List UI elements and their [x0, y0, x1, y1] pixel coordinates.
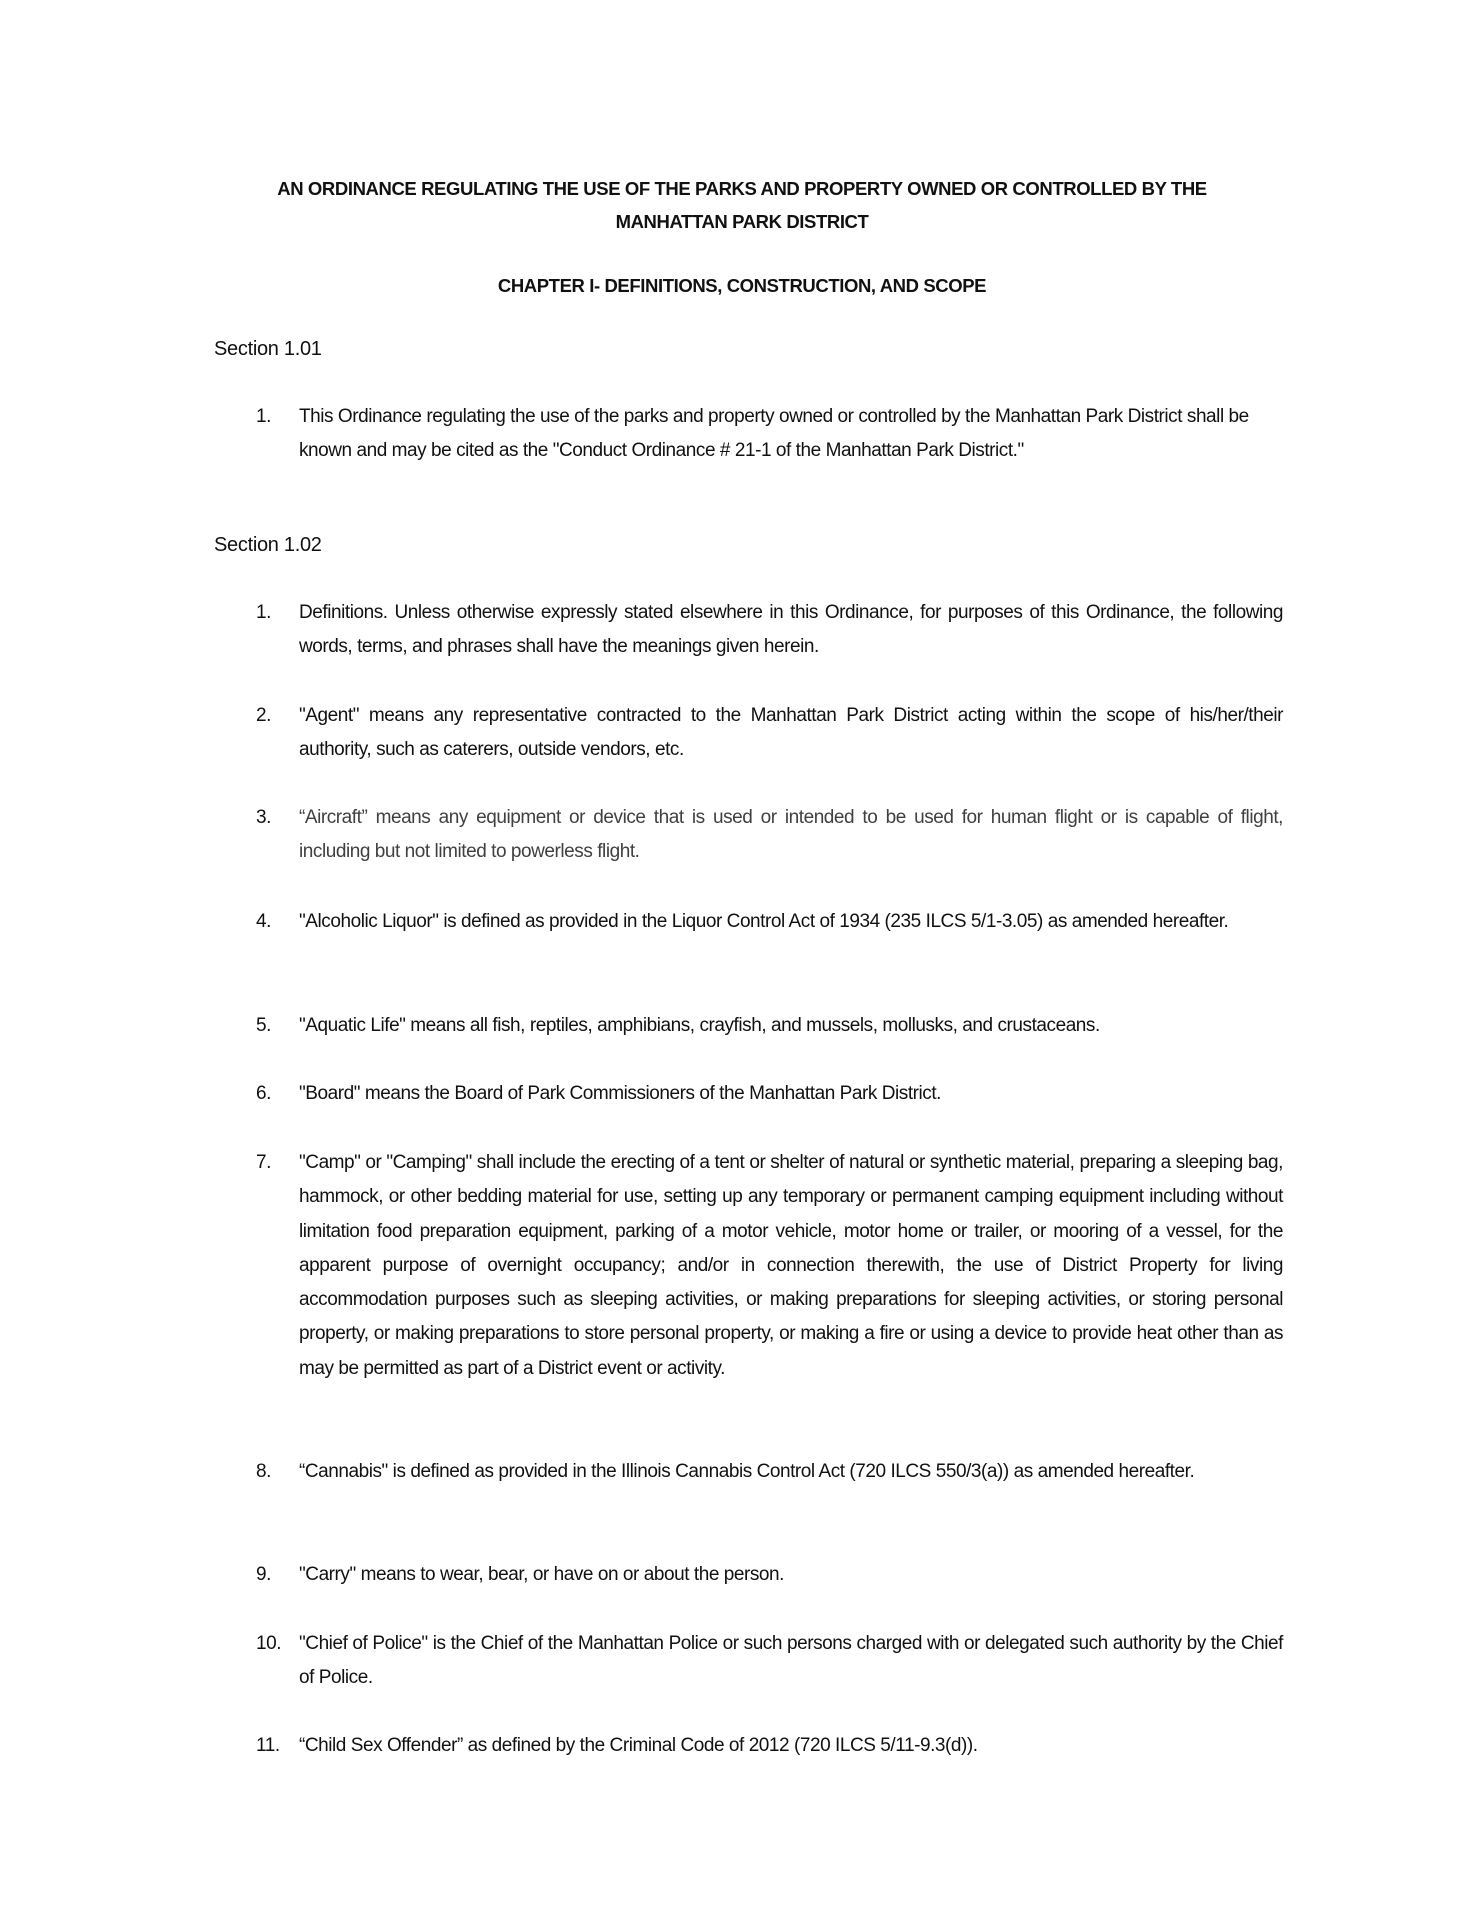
- list-item: [256, 1627, 1283, 1696]
- item-number: 11.: [256, 1735, 280, 1756]
- list-item: [256, 699, 1283, 768]
- item-text: Definitions. Unless otherwise expressly stated elsewhere in this Ordinance, for purposes of this Ordinance, the following words, terms, and phrases shall have the meanings given herein.: [299, 602, 1283, 658]
- item-text: "Aquatic Life" means all fish, reptiles, amphibians, crayfish, and mussels, mollusks, and crustaceans.: [299, 1015, 1100, 1036]
- list-item: [256, 400, 1283, 469]
- document-title-line-1: AN ORDINANCE REGULATING THE USE OF THE PARKS AND PROPERTY OWNED OR CONTROLLED BY THE: [277, 178, 1207, 199]
- section-heading-1-01: Section 1.01: [214, 338, 322, 360]
- list-item: [256, 1146, 1283, 1386]
- item-number: 6.: [256, 1083, 271, 1104]
- item-text: "Chief of Police" is the Chief of the Manhattan Police or such persons charged with or delegated such authority by the Chief of Police.: [299, 1633, 1283, 1689]
- list-item: [256, 1729, 1283, 1763]
- item-text: This Ordinance regulating the use of the parks and property owned or controlled by the Manhattan Park District shall be known and may be cited as the "Conduct Ordinance # 21-1 of the Manhattan Park District.": [299, 406, 1249, 462]
- list-item: [256, 801, 1283, 870]
- chapter-heading: CHAPTER I- DEFINITIONS, CONSTRUCTION, AND SCOPE: [497, 275, 987, 296]
- list-item: [256, 1455, 1283, 1489]
- item-number: 10.: [256, 1633, 282, 1654]
- section-heading-1-02: Section 1.02: [214, 534, 322, 556]
- list-item: [256, 1009, 1283, 1043]
- item-number: 8.: [256, 1461, 271, 1482]
- item-number: 5.: [256, 1015, 271, 1036]
- item-number: 2.: [256, 705, 271, 726]
- list-item: [256, 905, 1283, 939]
- item-number: 7.: [256, 1152, 271, 1173]
- item-text: "Alcoholic Liquor" is defined as provided in the Liquor Control Act of 1934 (235 ILCS 5/1-3.05) as amended hereafter.: [299, 911, 1229, 932]
- item-number: 1.: [256, 406, 271, 427]
- item-number: 4.: [256, 911, 271, 932]
- list-item: [256, 596, 1283, 665]
- item-text: “Cannabis" is defined as provided in the Illinois Cannabis Control Act (720 ILCS 550/3(a)) as amended hereafter.: [299, 1461, 1195, 1482]
- item-text: "Board" means the Board of Park Commissioners of the Manhattan Park District.: [299, 1083, 942, 1104]
- item-text: "Carry" means to wear, bear, or have on or about the person.: [299, 1564, 784, 1585]
- item-text: "Camp" or "Camping" shall include the erecting of a tent or shelter of natural or synthetic material, preparing a sleeping bag, hammock, or other bedding material for use, setting up any temporary or permanent camping equipment including without limitation food preparation equipment, parking of a motor vehicle, motor home or trailer, or mooring of a vessel, for the apparent purpose of overnight occupancy; and/or in connection therewith, the use of District Property for living accommodation purposes such as sleeping activities, or making preparations for sleeping activities, or storing personal property, or making preparations to store personal property, or making a fire or using a device to provide heat other than as may be permitted as part of a District event or activity.: [299, 1152, 1283, 1379]
- item-number: 1.: [256, 602, 271, 623]
- item-text: “Child Sex Offender” as defined by the Criminal Code of 2012 (720 ILCS 5/11-9.3(d)).: [299, 1735, 978, 1756]
- item-text: “Aircraft” means any equipment or device that is used or intended to be used for human flight or is capable of flight, including but not limited to powerless flight.: [299, 807, 1283, 863]
- document-title-line-2: MANHATTAN PARK DISTRICT: [615, 211, 869, 232]
- list-item: [256, 1558, 1283, 1592]
- item-number: 9.: [256, 1564, 271, 1585]
- list-item: [256, 1077, 1283, 1111]
- item-text: "Agent" means any representative contracted to the Manhattan Park District acting within the scope of his/her/their authority, such as caterers, outside vendors, etc.: [299, 705, 1283, 761]
- item-number: 3.: [256, 807, 271, 828]
